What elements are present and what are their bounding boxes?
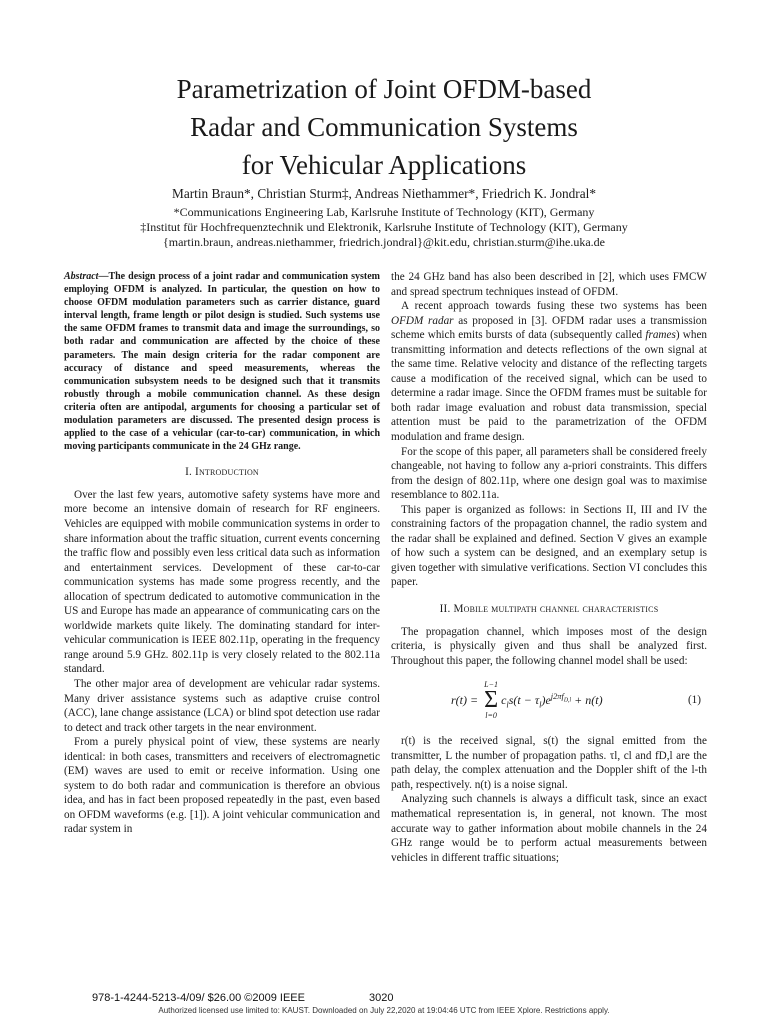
author-list: Martin Braun*, Christian Sturm‡, Andreas Niethammer*, Friedrich K. Jondral* <box>172 186 596 201</box>
abstract <box>64 270 380 453</box>
emphasis-frames: frames <box>645 329 676 342</box>
channel-paragraph-1: The propagation channel, which imposes most of the design criteria, is physically given and thus shall be analyzed first. Throughout this paper, the following channel model shall be used: <box>391 625 707 667</box>
title-line-3: for Vehicular Applications <box>241 150 527 180</box>
summation-symbol: L−1 Σ l=0 <box>484 680 499 721</box>
intro-paragraph-6: For the scope of this paper, all parameters shall be considered freely changeable, not having to follow any a-priori constraints. This differs from the design of 802.11p, where one design goal was to maximise resemblance to 802.11a. <box>391 445 707 502</box>
text-run: A recent approach towards fusing these two systems has been <box>401 300 707 313</box>
intro-paragraph-3: From a purely physical point of view, these systems are nearly identical: in both cases, transmitters and receivers of electromagnetic (EM) waves are used to emit or receive information. Using one system to do both radar and communication is therefore an obvious idea, and has in fact been proposed repeatedly in the past, even based on OFDM waveforms (e.g. [1]). A joint vehicular communication and radar system in <box>64 736 380 836</box>
affiliation-kit-cel: *Communications Engineering Lab, Karlsruhe Institute of Technology (KIT), Germany <box>173 205 595 219</box>
equation-number: (1) <box>687 693 701 706</box>
section-title: Mobile multipath channel characteristics <box>453 603 659 616</box>
author-emails: {martin.braun, andreas.niethammer, friedrich.jondral}@kit.edu, christian.sturm@ihe.uka.de <box>162 235 605 249</box>
text-run: as proposed in [3]. OFDM radar uses a transmission scheme which emits bursts of data (subsequently called <box>391 314 707 342</box>
section-numeral: I. <box>185 466 193 479</box>
right-column <box>391 270 707 865</box>
section-heading-channel <box>391 602 707 617</box>
intro-paragraph-2: The other major area of development are vehicular radar systems. Many driver assistance systems such as adaptive cruise control (ACC), lane change assistance (LCA) or blind spot detection use radar to detect and track other targets in the near environment. <box>64 677 380 734</box>
equation-channel-model <box>391 678 707 722</box>
emphasis-ofdm-radar: OFDM radar <box>391 314 454 327</box>
intro-paragraph-1: Over the last few years, automotive safety systems have more and more become an intensive domain of research for RF engineers. Vehicles are equipped with mobile communication systems in order to share information about the traffic situation, current events concerning the traffic flow and possibly even less critical data such as information and entertainment services. Development of these car-to-car communication systems has made some progress recently, and the allocation of spectrum dedicated to automotive communication in the US and Europe has made an appearance of communicating cars on the worldwide markets quite likely. The dominating standard for inter-vehicular communication is IEEE 802.11p, operating in the frequency range around 5.9 GHz. 802.11p is very closely related to the 802.11a standard. <box>64 488 380 676</box>
paper-title <box>60 70 708 184</box>
abstract-label: Abstract <box>64 271 99 282</box>
channel-paragraph-3: Analyzing such channels is always a difficult task, since an exact mathematical representation is, in general, not known. The most accurate way to gather information about mobile channels in the 24 GHz range would be to perform actual measurements between vehicles in different traffic situations; <box>391 793 707 864</box>
text-run: ) when transmitting information and detects reflections of the own signal at the same time. Relative velocity and distance of the reflecting targets cause a modification of the received signal, which can be used to determine a radar image. Since the OFDM frames must be suitable for both radar image evaluation and robust data transmission, special attention must be paid to the parametrization of the OFDM modulation and frame design. <box>391 329 707 444</box>
section-numeral: II. <box>439 603 451 616</box>
title-line-1: Parametrization of Joint OFDM-based <box>176 74 592 104</box>
intro-paragraph-5 <box>391 299 707 444</box>
left-column <box>64 270 380 837</box>
equation-body: r(t) = L−1 Σ l=0 $c_ls(t - \tau_l)e^{j2\pi f_{D,l}} + n(t)$ <box>451 680 603 721</box>
abstract-text: —The design process of a joint radar and communication system employing OFDM is analyzed. In particular, the question on how to choose OFDM modulation parameters such as carrier distance, guard interval length, frame length or pilot design is studied. Such systems use the same OFDM frames to transmit data and image the surroundings, so both radar and communication are affected by the choice of these parameters. The main design criteria for the radar component are accuracy of distance and speed measurements, whereas the communication subsystem needs to be designed such that it transmits robustly through a mobile communication channel. As these design criteria often are antipodal, arguments for choosing a particular set of modulation parameters are discussed. The presented design process is applied to the case of a vehicular (car-to-car) communication, in which moving participants communicate in the 24 GHz range. <box>64 271 380 453</box>
title-line-2: Radar and Communication Systems <box>190 112 578 142</box>
footer-copyright: 978-1-4244-5213-4/09/ $26.00 ©2009 IEEE <box>92 992 305 1004</box>
intro-paragraph-4: the 24 GHz band has also been described in [2], which uses FMCW and spread spectrum techniques instead of OFDM. <box>391 271 707 298</box>
section-heading-introduction <box>64 465 380 480</box>
page-number: 3020 <box>369 992 394 1004</box>
license-notice: Authorized licensed use limited to: KAUST. Downloaded on July 22,2020 at 19:04:46 UTC from IEEE Xplore. Restrictions apply. <box>158 1006 610 1015</box>
section-title: Introduction <box>195 466 259 479</box>
affiliation-kit-ihe: ‡Institut für Hochfrequenztechnik und Elektronik, Karlsruhe Institute of Technology (KIT), Germany <box>140 220 628 234</box>
channel-paragraph-2: r(t) is the received signal, s(t) the signal emitted from the transmitter, L the number of propagation paths. τl, cl and fD,l are the path delay, the complex attenuation and the Doppler shift of the l-th path, respectively. n(t) is a noise signal. <box>391 735 707 791</box>
intro-paragraph-7: This paper is organized as follows: in Sections II, III and IV the constraining factors of the propagation channel, the radio system and the radar shall be explained and defined. Section V gives an example of how such a system can be designed, and an exemplary setup is given together with simulative verifications. Section VI concludes this paper. <box>391 503 707 589</box>
